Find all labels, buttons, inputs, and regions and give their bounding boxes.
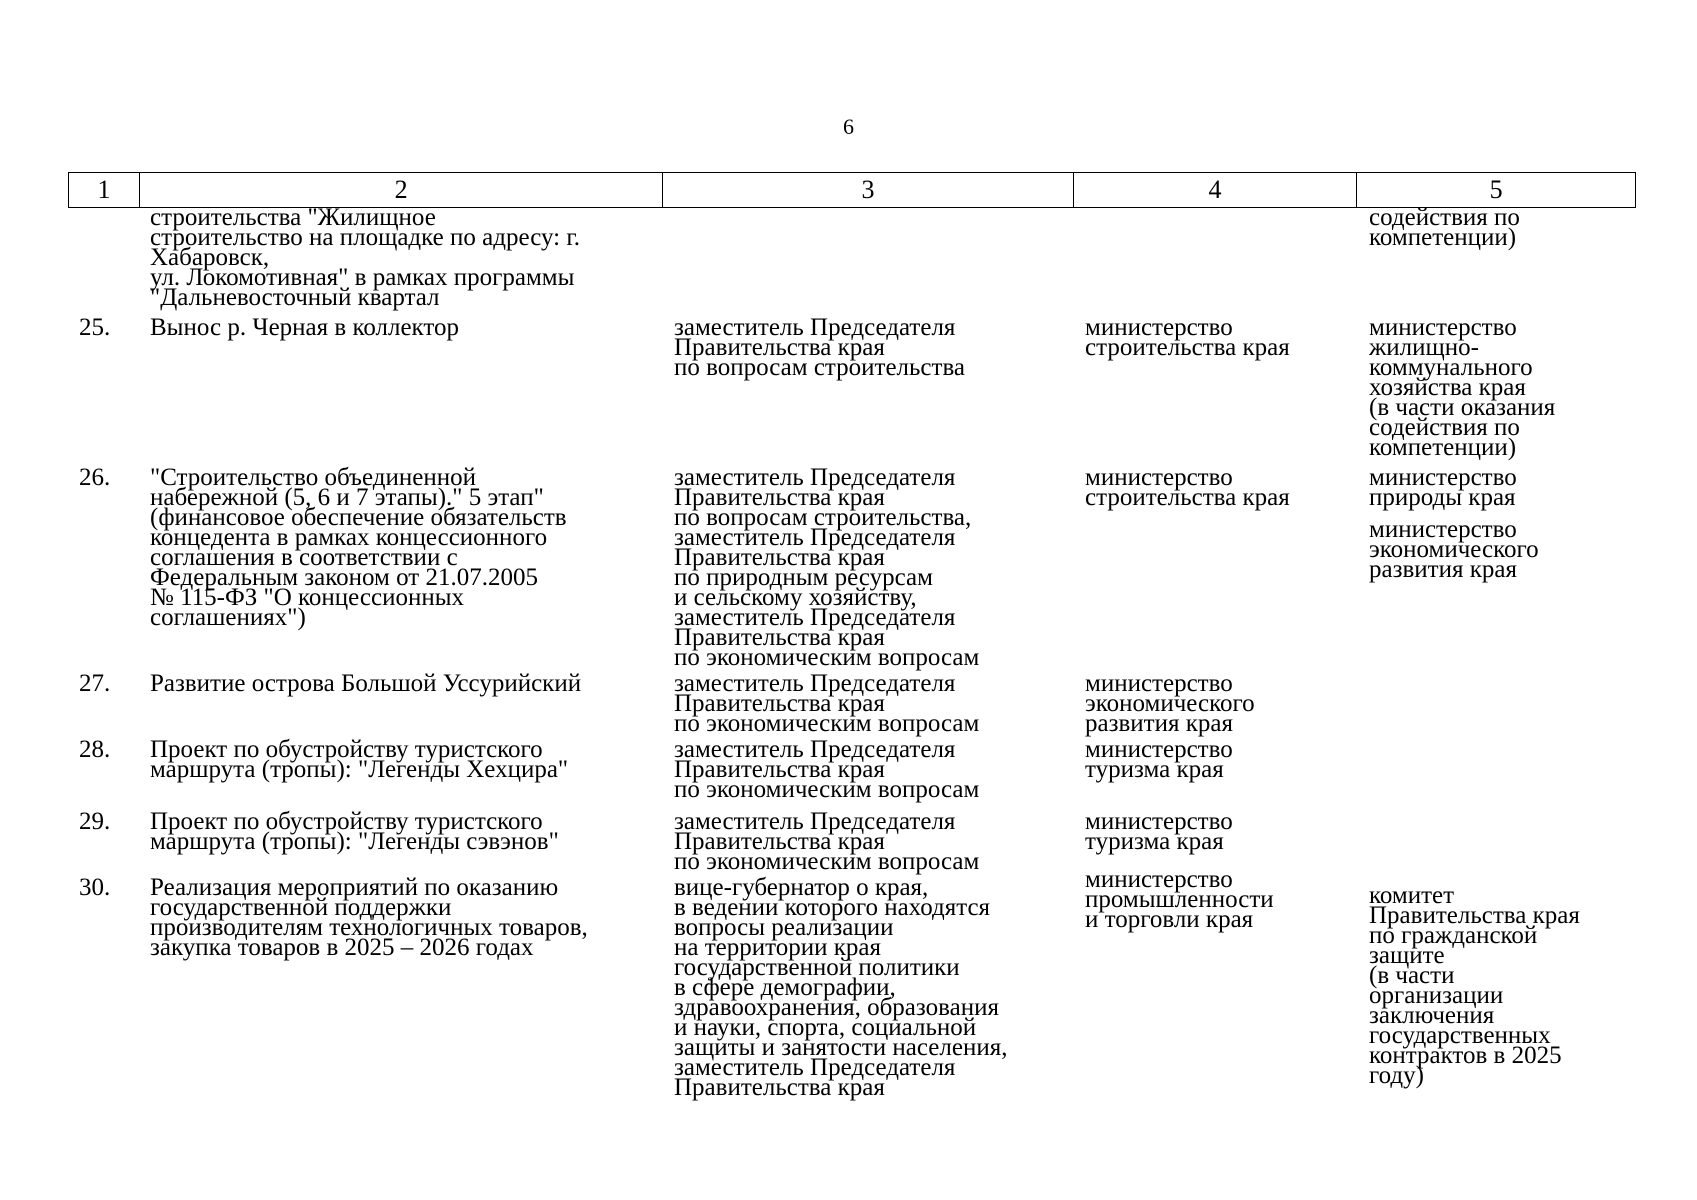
cell-line: соглашениях") <box>150 604 306 631</box>
table-row <box>68 808 1636 875</box>
cell-line: по природным ресурсам <box>674 564 933 591</box>
cell-line: строительства "Жилищное <box>150 204 436 231</box>
cell-line: маршрута (тропы): "Легенды Хехцира" <box>150 756 569 783</box>
cell-coexecutors <box>1358 812 1636 872</box>
cell-line: вопросы реализации <box>674 914 894 941</box>
cell-name <box>139 464 663 668</box>
cell-line: году) <box>1369 1062 1424 1089</box>
cell-line: комитет <box>1369 882 1455 909</box>
cell-number <box>68 208 139 308</box>
cell-line: по гражданской <box>1369 922 1538 949</box>
cell-line: природы края <box>1369 484 1516 511</box>
cell-line: "Строительство объединенной <box>150 464 476 491</box>
cell-line: заместитель Председателя <box>674 736 956 763</box>
cell-line: Федеральным законом от 21.07.2005 <box>150 564 538 591</box>
cell-coexecutors <box>1358 674 1636 734</box>
cell-curator <box>663 314 1074 458</box>
cell-line: по экономическим вопросам <box>674 776 980 803</box>
cell-number <box>68 314 139 458</box>
cell-line: заместитель Председателя <box>674 670 956 697</box>
cell-line: защиты и занятости населения, <box>674 1034 1008 1061</box>
cell-line: Правительства края <box>674 624 885 651</box>
cell-line: на территории края <box>674 934 881 961</box>
cell-line: вице-губернатор о края, <box>674 874 929 901</box>
cell-number <box>68 808 139 872</box>
row-number: 25. <box>79 314 111 341</box>
cell-line: по вопросам строительства <box>674 354 966 381</box>
cell-line: министерство <box>1369 516 1517 543</box>
cell-line: заместитель Председателя <box>674 808 956 835</box>
cell-line: набережной (5, 6 и 7 этапы)." 5 этап" <box>150 484 544 511</box>
cell-line: производителям технологичных товаров, <box>150 914 588 941</box>
cell-line: компетенции) <box>1369 434 1517 461</box>
cell-line: Проект по обустройству туристского <box>150 736 543 763</box>
cell-line: туризма края <box>1085 828 1224 855</box>
cell-coexecutors <box>1358 464 1636 668</box>
table-row <box>68 314 1636 461</box>
cell-name <box>139 670 663 734</box>
cell-line: закупка товаров в 2025 – 2026 годах <box>150 934 534 961</box>
cell-line: "Дальневосточный квартал <box>150 284 440 311</box>
cell-name <box>139 204 663 311</box>
cell-line: компетенции) <box>1369 224 1517 251</box>
row-number: 30. <box>79 874 111 901</box>
table-column-header <box>68 172 1636 208</box>
row-number: 28. <box>79 736 111 763</box>
column-header-5: 5 <box>1489 175 1503 204</box>
cell-line: заместитель Председателя <box>674 1054 956 1081</box>
cell-name <box>139 808 663 872</box>
cell-responsible <box>1074 314 1358 458</box>
table-row <box>68 866 1636 1101</box>
cell-coexecutors <box>1358 740 1636 800</box>
cell-line: Правительства края <box>674 756 885 783</box>
cell-line: организации <box>1369 982 1504 1009</box>
row-number: 27. <box>79 670 111 697</box>
cell-responsible <box>1074 670 1358 737</box>
cell-line: министерство <box>1369 314 1517 341</box>
cell-line: и науки, спорта, социальной <box>674 1014 977 1041</box>
cell-line: заместитель Председателя <box>674 314 956 341</box>
cell-coexecutors <box>1358 878 1636 1098</box>
row-number: 29. <box>79 808 111 835</box>
cell-number <box>68 736 139 800</box>
cell-line: строительство на площадке по адресу: г. <box>150 224 581 251</box>
cell-number <box>68 874 139 1098</box>
cell-line: заместитель Председателя <box>674 464 956 491</box>
cell-line: государственных <box>1369 1022 1551 1049</box>
cell-line: защите <box>1369 942 1445 969</box>
cell-line: министерство <box>1085 464 1233 491</box>
cell-line: и сельскому хозяйству, <box>674 584 917 611</box>
column-header-2: 2 <box>140 173 663 207</box>
cell-line: содействия по <box>1369 414 1520 441</box>
cell-line: по вопросам строительства, <box>674 504 972 531</box>
cell-responsible <box>1074 208 1358 308</box>
cell-line: заместитель Председателя <box>674 604 956 631</box>
cell-line: промышленности <box>1085 886 1274 913</box>
cell-line: Правительства края <box>674 828 885 855</box>
cell-line: строительства края <box>1085 484 1290 511</box>
cell-line: № 115-ФЗ "О концессионных <box>150 584 465 611</box>
cell-curator <box>663 208 1074 308</box>
column-header-3: 3 <box>663 173 1073 207</box>
cell-responsible <box>1074 736 1358 800</box>
cell-line: (финансовое обеспечение обязательств <box>150 504 567 531</box>
cell-line: ул. Локомотивная" в рамках программы <box>150 264 575 291</box>
cell-responsible <box>1074 808 1358 872</box>
cell-line: Правительства края <box>674 484 885 511</box>
cell-name <box>139 874 663 1098</box>
cell-line: по экономическим вопросам <box>674 848 980 875</box>
cell-name <box>139 736 663 800</box>
cell-line: Правительства края <box>674 1074 885 1101</box>
cell-number <box>68 670 139 734</box>
cell-line: хозяйства края <box>1369 374 1526 401</box>
cell-line: по экономическим вопросам <box>674 710 980 737</box>
cell-line: министерство <box>1369 464 1517 491</box>
cell-line: министерство <box>1085 808 1233 835</box>
table-row <box>68 736 1636 803</box>
cell-line: жилищно- <box>1369 334 1479 361</box>
column-header-4: 4 <box>1074 173 1358 207</box>
cell-line: министерство <box>1085 314 1233 341</box>
cell-line: заключения <box>1369 1002 1495 1029</box>
cell-line: Развитие острова Большой Уссурийский <box>150 670 582 697</box>
cell-line: Проект по обустройству туристского <box>150 808 543 835</box>
cell-coexecutors <box>1358 204 1636 308</box>
cell-line: здравоохранения, образования <box>674 994 999 1021</box>
table-row <box>68 670 1636 737</box>
cell-line: государственной политики <box>674 954 960 981</box>
cell-curator <box>663 808 1074 875</box>
cell-responsible <box>1074 866 1358 1098</box>
cell-line: (в части <box>1369 962 1455 989</box>
cell-line: развития края <box>1085 710 1233 737</box>
cell-line: (в части оказания <box>1369 394 1556 421</box>
cell-name <box>139 314 663 458</box>
cell-line: министерство <box>1085 670 1233 697</box>
cell-curator <box>663 464 1074 671</box>
table-body <box>68 204 1636 1101</box>
cell-line: государственной поддержки <box>150 894 452 921</box>
cell-curator <box>663 736 1074 803</box>
cell-line: Вынос р. Черная в коллектор <box>150 314 459 341</box>
cell-line: туризма края <box>1085 756 1224 783</box>
table-row <box>68 204 1636 311</box>
cell-line: содействия по <box>1369 204 1520 231</box>
cell-coexecutors <box>1358 314 1636 461</box>
cell-line: развития края <box>1369 556 1517 583</box>
cell-line: министерство <box>1085 736 1233 763</box>
cell-line: Хабаровск, <box>150 244 270 271</box>
cell-line: Правительства края <box>674 334 885 361</box>
cell-line: контрактов в 2025 <box>1369 1042 1562 1069</box>
cell-number <box>68 464 139 668</box>
cell-curator <box>663 670 1074 737</box>
cell-responsible <box>1074 464 1358 668</box>
cell-line: в ведении которого находятся <box>674 894 991 921</box>
cell-line: Правительства края <box>674 690 885 717</box>
cell-line: коммунального <box>1369 354 1533 381</box>
page-number: 6 <box>843 114 854 139</box>
cell-line: экономического <box>1085 690 1255 717</box>
cell-line: Реализация мероприятий по оказанию <box>150 874 559 901</box>
cell-line: соглашения в соответствии с <box>150 544 458 571</box>
cell-line: в сфере демографии, <box>674 974 896 1001</box>
column-header-1: 1 <box>69 173 140 207</box>
cell-line: строительства края <box>1085 334 1290 361</box>
row-number: 26. <box>79 464 111 491</box>
cell-line: маршрута (тропы): "Легенды сэвэнов" <box>150 828 559 855</box>
cell-line: заместитель Председателя <box>674 524 956 551</box>
cell-line: Правительства края <box>674 544 885 571</box>
cell-line: по экономическим вопросам <box>674 644 980 671</box>
cell-curator <box>663 874 1074 1101</box>
cell-line: Правительства края <box>1369 902 1580 929</box>
table-row <box>68 464 1636 671</box>
cell-line: концедента в рамках концессионного <box>150 524 548 551</box>
cell-line: министерство <box>1085 866 1233 893</box>
cell-line: экономического <box>1369 536 1539 563</box>
cell-line: и торговли края <box>1085 906 1254 933</box>
